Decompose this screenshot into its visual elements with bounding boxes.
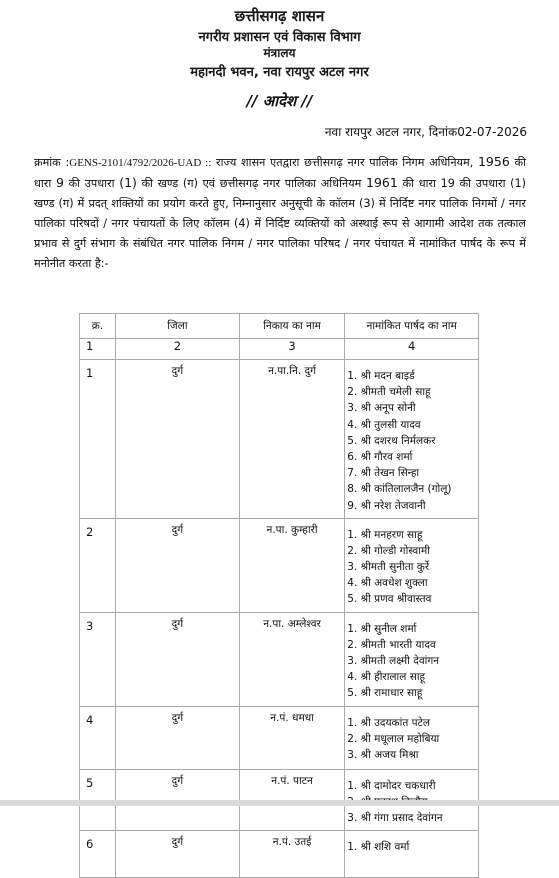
nominee-name: 3. श्रीमती सुनीता कुर्रे: [347, 561, 430, 574]
row-serial: 2: [80, 518, 116, 612]
para-year2: 1961: [366, 175, 398, 190]
ministry-label: मंत्रालय: [263, 46, 296, 60]
nominee-name: 6. श्री गौरव शर्मा: [347, 450, 413, 463]
para-sec1: 9: [55, 175, 64, 190]
col-index: 3: [239, 339, 344, 360]
nominee-name: 5. श्री प्रणव श्रीवास्तव: [347, 593, 432, 606]
nominee-list: [345, 707, 478, 768]
nominee-list: [345, 360, 478, 518]
row-serial: 3: [80, 612, 116, 706]
department-name: नगरीय प्रशासन एवं विकास विभाग: [198, 30, 361, 45]
para-text-b: की धारा: [34, 156, 526, 190]
dateline-place: नवा रायपुर अटल नगर, दिनांक: [324, 125, 458, 139]
row-serial: 5: [80, 769, 116, 831]
dateline: [325, 123, 527, 140]
para-text-a: राज्य शासन एतद्वारा छत्तीसगढ़ नगर पालिक निगम अधिनियम,: [211, 156, 478, 169]
col-index: 4: [345, 339, 479, 360]
govt-name: छत्तीसगढ़ शासन: [234, 7, 325, 25]
nominee-name: 4. श्री अवधेश शुक्ला: [347, 577, 428, 590]
row-body-name: न.पं. धमधा: [239, 706, 344, 769]
nominee-name: 5. श्री रामाधार साहू: [347, 687, 423, 700]
order-title: // आदेश //: [246, 92, 313, 110]
table-row: [80, 612, 479, 706]
row-district: दुर्ग: [115, 769, 239, 831]
para-sub1: (1): [119, 175, 137, 190]
row-body-name: न.पा. कुम्हारी: [239, 518, 344, 612]
row-body-name: न.पा. अम्लेश्वर: [239, 612, 344, 706]
row-nominees: [345, 360, 479, 519]
nominee-name: 2. श्रीमती भारती यादव: [347, 638, 436, 651]
nominee-name: 1. श्री मदन बाइर्ड: [347, 370, 415, 382]
para-text-e: की धारा 19 की उपधारा (1) खण्ड (ग) में प्रदत् शक्तियों का प्रयोग करते हुए, निम्नानुसार अनुसूची के कॉलम (3) में निर्दिष्ट नगर पालिक निगमों / नगर पालिका परिषदों / नगर पंचायतों के लिए कॉलम (4) में निर्दिष्ट व्यक्तियों को अस्थाई रूप से आगामी आदेश तक तत्काल प्रभाव से दुर्ग संभाग के संबंधित नगर पालिक निगम / नगर पालिका परिषद / नगर पंचायत में नामांकित पार्षद के रूप में मनोनीत करता है:-: [34, 177, 526, 270]
nominee-name: 1. श्री मनहरण साहू: [347, 528, 423, 541]
nominee-name: 4. श्री हीरालाल साहू: [347, 671, 426, 684]
para-year1: 1956: [477, 154, 510, 169]
dateline-date: 02-07-2026: [457, 125, 527, 139]
row-body-name: न.पा.नि. दुर्ग: [239, 360, 344, 519]
ref-number: GENS-2101/4792/2026-UAD ::: [69, 157, 212, 169]
nominee-list: [345, 519, 478, 612]
nominee-name: 3. श्री अनूप सोनी: [347, 402, 416, 415]
row-serial: 4: [80, 706, 116, 769]
table-row: [80, 831, 479, 878]
nominee-name: 7. श्री तेखन सिन्हा: [347, 467, 420, 480]
row-body-name: न.पं. पाटन: [239, 769, 344, 831]
col-index: 1: [80, 339, 116, 360]
office-address: महानदी भवन, नवा रायपुर अटल नगर: [190, 65, 369, 80]
nominee-list: [345, 613, 478, 706]
row-nominees: [345, 706, 479, 769]
nominee-name: 3. श्री अजय मिश्रा: [347, 748, 419, 761]
nominee-name: 2. श्री मधूलाल महोबिया: [347, 732, 440, 745]
nominee-name: 5. श्री दशरथ निर्मलकर: [347, 434, 436, 447]
row-district: दुर्ग: [115, 612, 239, 706]
para-text-c: की उपधारा: [63, 177, 120, 190]
row-nominees: [345, 518, 479, 612]
row-district: दुर्ग: [115, 706, 239, 769]
nominee-name: 2. श्री गोल्डी गोस्वामी: [347, 544, 430, 557]
nominee-name: 1. श्री उदयकांत पटेल: [347, 716, 431, 729]
col-header-district: जिला: [115, 314, 239, 339]
row-district: दुर्ग: [115, 831, 239, 878]
nominee-name: 1. श्री सुनील शर्मा: [347, 622, 417, 635]
col-header-sn: क्र.: [80, 314, 116, 339]
nominee-name: 4. श्री तुलसी यादव: [347, 418, 421, 431]
nominee-name: 9. श्री नरेश तेजवानी: [347, 499, 426, 512]
table-row: [80, 706, 479, 769]
order-paragraph: [34, 152, 526, 274]
row-district: दुर्ग: [115, 518, 239, 612]
table-header-row: [80, 314, 479, 339]
ref-prefix: क्रमांक :: [34, 156, 70, 169]
col-header-body: निकाय का नाम: [239, 314, 344, 339]
nominee-name: 1. श्री शशि वर्मा: [347, 841, 410, 854]
row-serial: 6: [80, 831, 116, 878]
row-district: दुर्ग: [115, 360, 239, 519]
row-nominees: [345, 831, 479, 878]
row-serial: 1: [80, 360, 116, 519]
nominee-name: 3. श्री गंगा प्रसाद देवांगन: [347, 811, 443, 824]
col-index: 2: [115, 339, 239, 360]
nominee-name: 8. श्री कांतिलालजैन (गोलू): [347, 483, 452, 496]
col-header-names: नामांकित पार्षद का नाम: [345, 314, 479, 339]
table-row: [80, 518, 479, 612]
page-footer-bar: [0, 800, 559, 806]
table-index-row: [80, 339, 479, 360]
para-text-d: की खण्ड (ग) एवं छत्तीसगढ़ नगर पालिका अधिनियम: [136, 177, 367, 190]
schedule-table: [79, 313, 479, 878]
table-row: [80, 360, 479, 519]
nominee-list: [345, 831, 478, 859]
row-body-name: न.पं. उतई: [239, 831, 344, 878]
nominee-name: 2. श्रीमती चमेली साहू: [347, 386, 431, 399]
nominee-name: 1. श्री दामोदर चकधारी: [347, 779, 436, 792]
nominee-name: 3. श्रीमती लक्ष्मी देवांगन: [347, 655, 440, 667]
row-nominees: [345, 612, 479, 706]
